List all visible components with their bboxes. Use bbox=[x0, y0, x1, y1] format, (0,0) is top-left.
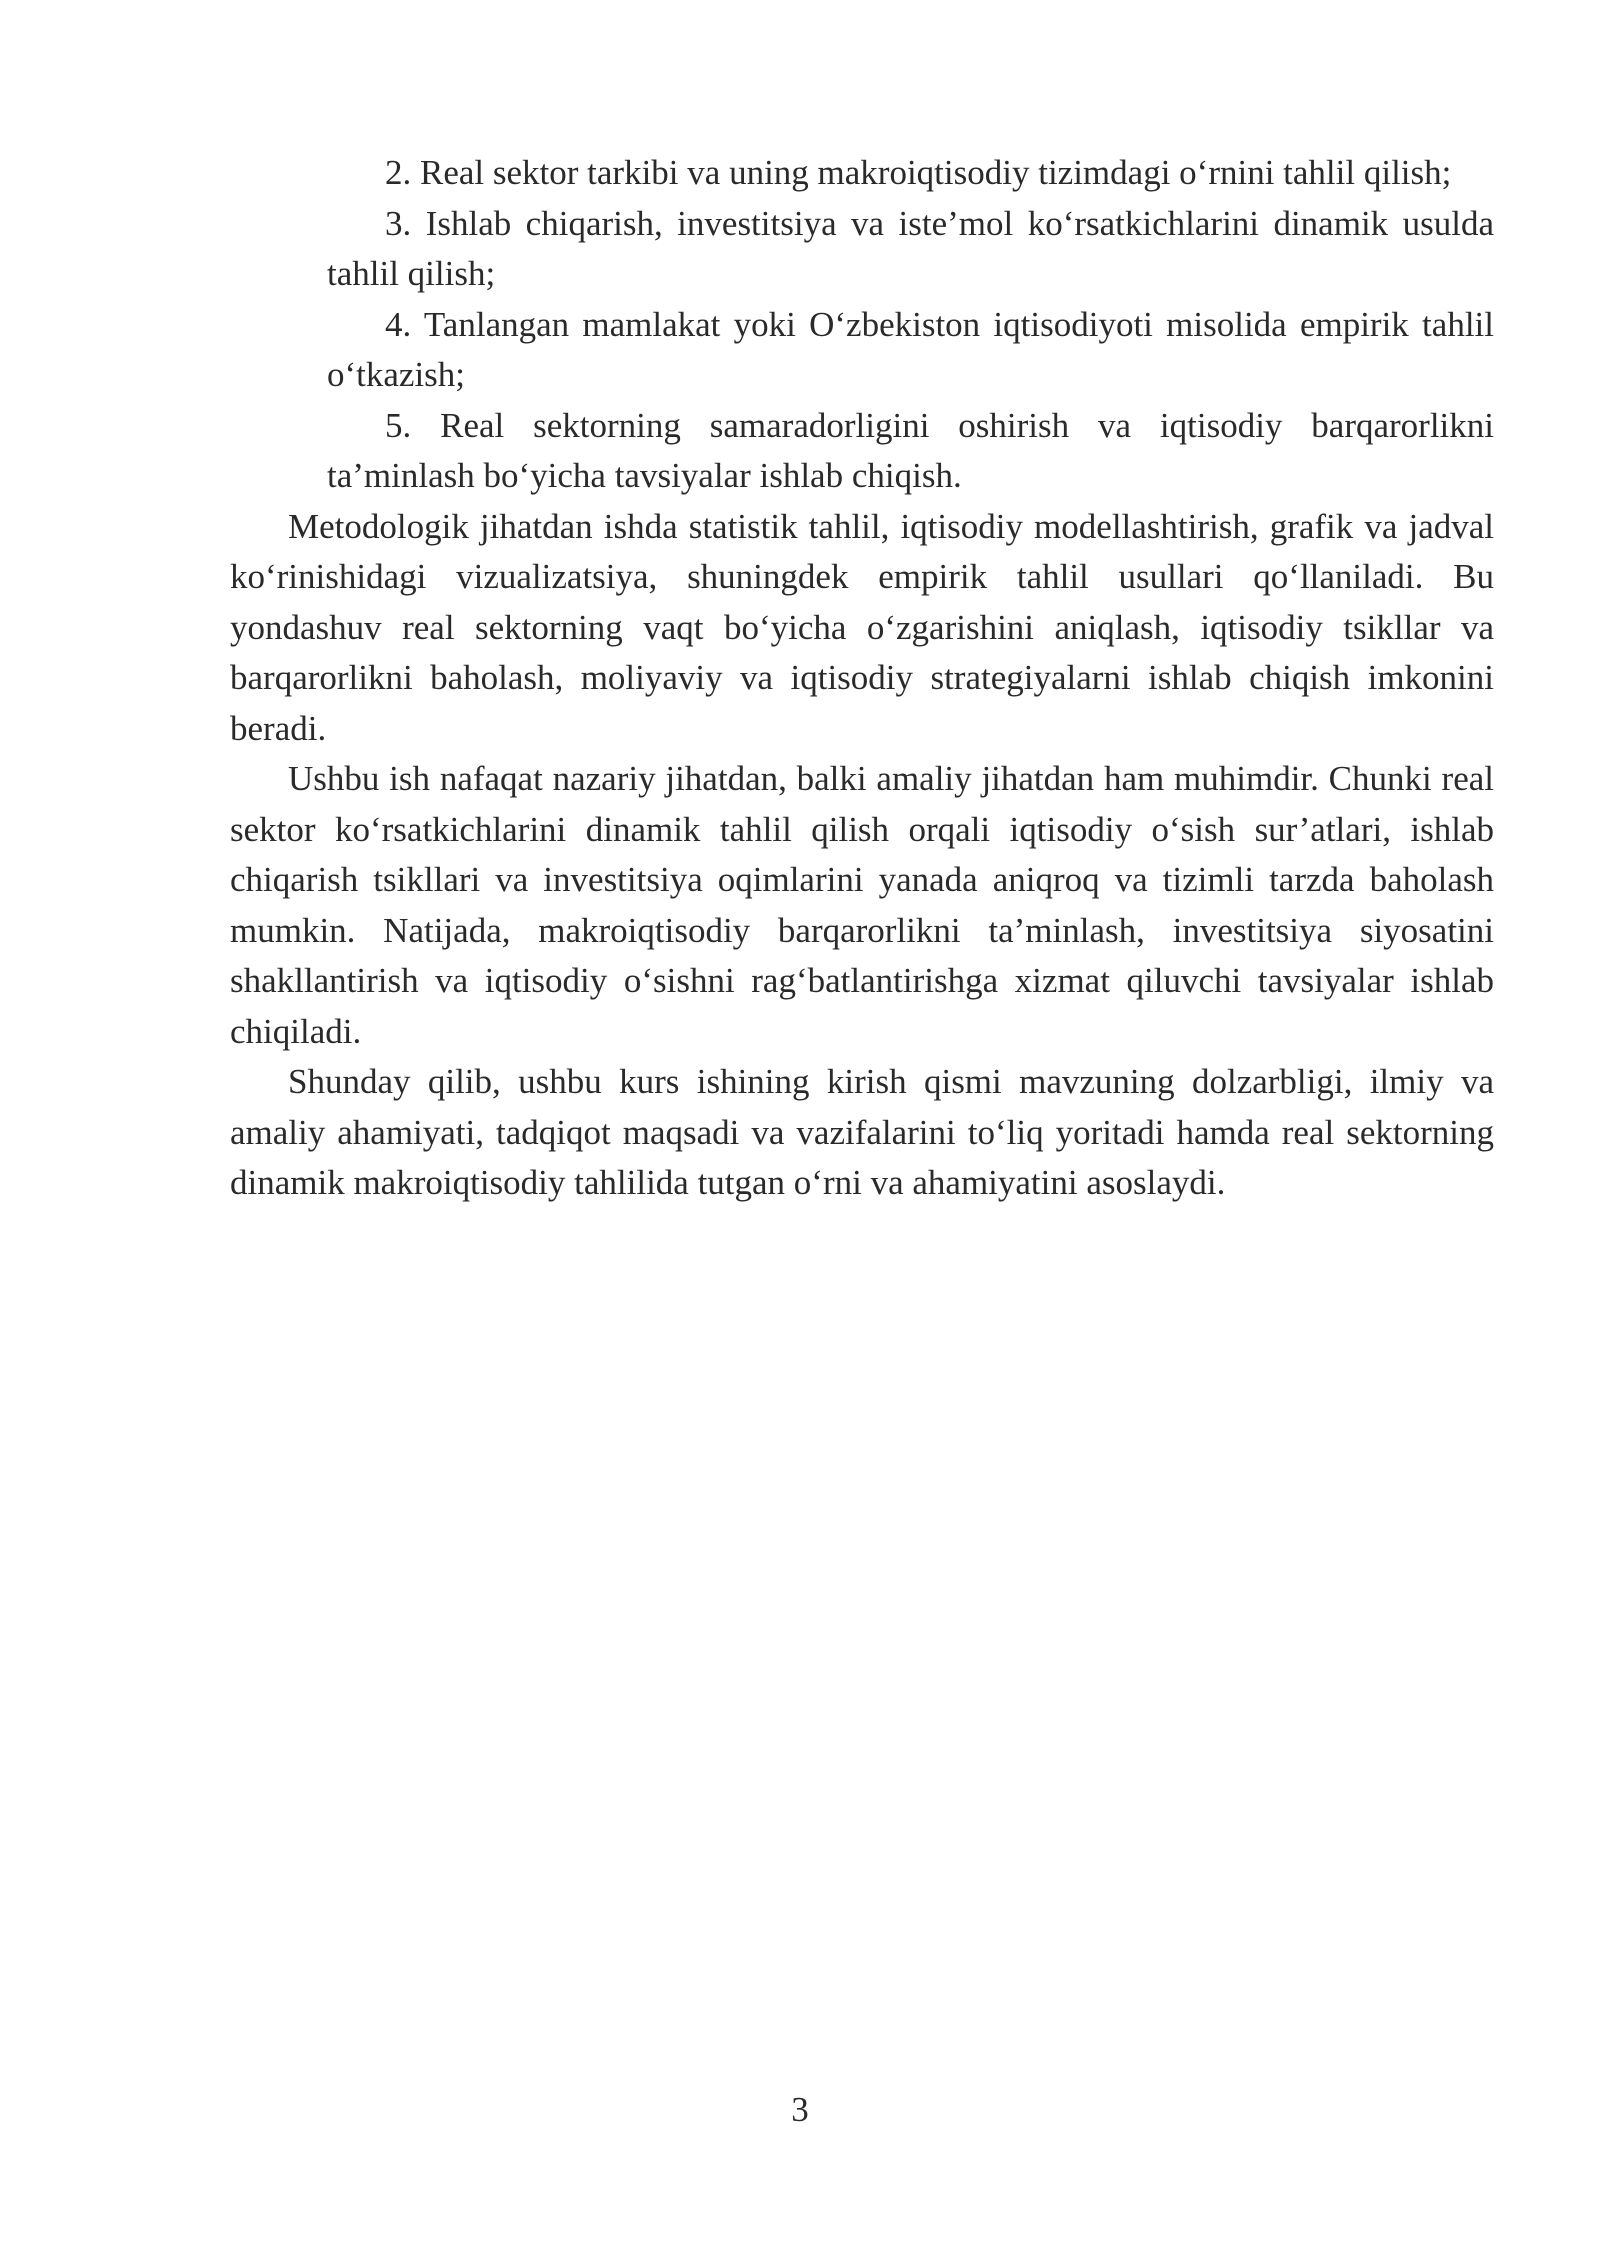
list-text: Tanlangan mamlakat yoki O‘zbekiston iqtisodiyoti misolida empirik tahlil o‘tkazish; bbox=[327, 304, 1494, 394]
list-text: Ishlab chiqarish, investitsiya va iste’mol ko‘rsatkichlarini dinamik usulda tahlil qilish; bbox=[327, 203, 1494, 293]
list-number: 4. bbox=[385, 304, 412, 344]
list-number: 3. bbox=[385, 203, 412, 243]
list-text: Real sektorning samaradorligini oshirish va iqtisodiy barqarorlikni ta’minlash bo‘yicha tavsiyalar ishlab chiqish. bbox=[327, 405, 1494, 495]
page-number: 3 bbox=[791, 2090, 809, 2129]
list-text: Real sektor tarkibi va uning makroiqtisodiy tizimdagi o‘rnini tahlil qilish; bbox=[420, 153, 1452, 192]
list-number: 2. bbox=[385, 153, 412, 192]
paragraph-significance: Ushbu ish nafaqat nazariy jihatdan, balki amaliy jihatdan ham muhimdir. Chunki real sektor ko‘rsatkichlarini dinamik tahlil qilish orqali iqtisodiy o‘sish sur’atlari, ishlab chiqarish tsikllari va investitsiya oqimlarini yanada aniqroq va tizimli tarzda baholash mumkin. Natijada, makroiqtisodiy barqarorlikni ta’minlash, investitsiya siyosatini shakllantirish va iqtisodiy o‘sishni rag‘batlantirishga xizmat qiluvchi tavsiyalar ishlab chiqiladi. bbox=[230, 759, 1494, 1051]
list-item-2 bbox=[327, 148, 1494, 199]
list-item-5 bbox=[327, 401, 1494, 502]
document-body bbox=[230, 148, 1494, 1209]
paragraph-methodology: Metodologik jihatdan ishda statistik tahlil, iqtisodiy modellashtirish, grafik va jadval ko‘rinishidagi vizualizatsiya, shuningdek empirik tahlil usullari qo‘llaniladi. Bu yondashuv real sektorning vaqt bo‘yicha o‘zgarishini aniqlash, iqtisodiy tsikllar va barqarorlikni baholash, moliyaviy va iqtisodiy strategiyalarni ishlab chiqish imkonini beradi. bbox=[230, 506, 1494, 748]
paragraph-conclusion: Shunday qilib, ushbu kurs ishining kirish qismi mavzuning dolzarbligi, ilmiy va amaliy ahamiyati, tadqiqot maqsadi va vazifalarini to‘liq yoritadi hamda real sektorning dinamik makroiqtisodiy tahlilida tutgan o‘rni va ahamiyatini asoslaydi. bbox=[230, 1062, 1494, 1202]
list-number: 5. bbox=[385, 405, 412, 445]
list-item-3 bbox=[327, 199, 1494, 300]
list-item-4 bbox=[327, 300, 1494, 401]
